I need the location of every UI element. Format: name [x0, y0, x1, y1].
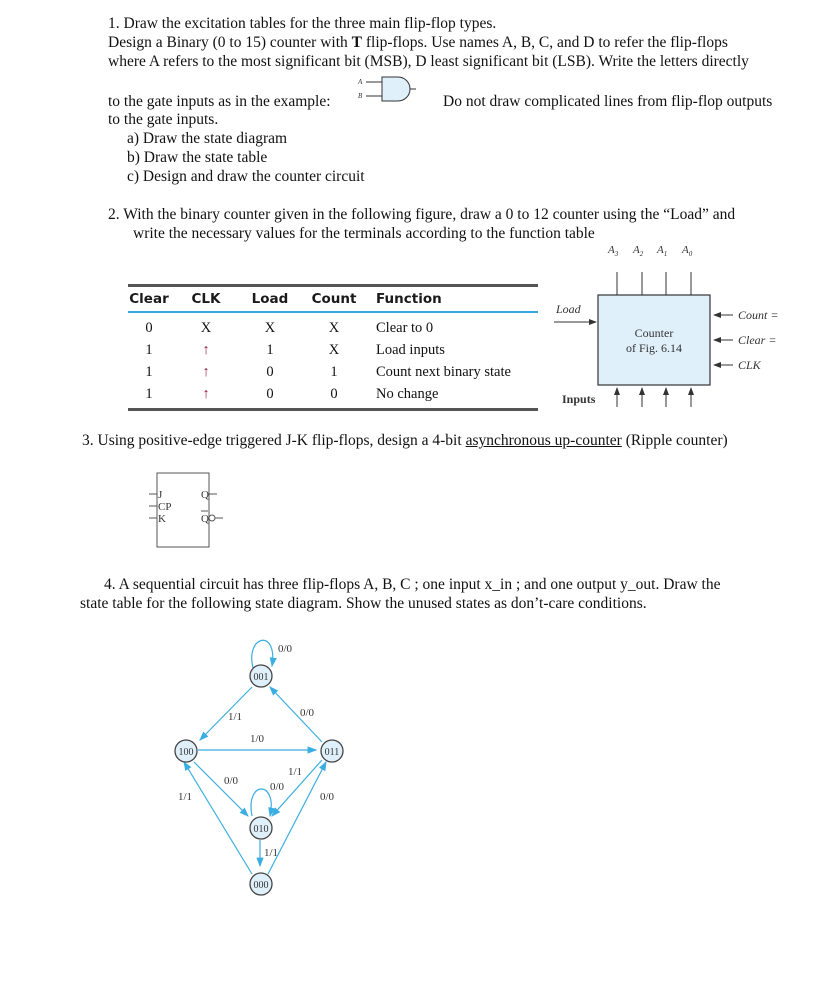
th-clk: CLK: [191, 291, 221, 307]
cell: X: [200, 319, 212, 336]
ff-cp: CP: [158, 501, 172, 513]
ff-j: J: [158, 489, 163, 501]
inputs-label: Inputs: [562, 392, 596, 406]
th-clear: Clear: [129, 291, 169, 307]
ff-q: Q: [201, 489, 209, 501]
transition-label: 0/0: [300, 707, 315, 719]
q4-line1: 4. A sequential circuit has three flip-flops A, B, C ; one input x_in ; and one output y_out. Draw the: [104, 576, 721, 593]
cell: Count next binary state: [376, 363, 511, 380]
cell: Load inputs: [376, 341, 445, 358]
gate-input-a: A: [358, 78, 363, 86]
transition-label: 1/1: [178, 791, 193, 803]
q3-post: (Ripple counter): [621, 432, 728, 449]
transition-label: 1/1: [228, 711, 243, 723]
counter-block-diagram: [550, 240, 810, 420]
transition-label: 1/1: [288, 766, 303, 778]
cell: 0: [330, 385, 338, 402]
state-diagram: [160, 620, 360, 900]
cell: 1: [145, 341, 153, 358]
transition-label: 0/0: [320, 791, 335, 803]
state-label: 001: [253, 672, 269, 683]
q2-line1: 2. With the binary counter given in the following figure, draw a 0 to 12 counter using the “Load” and: [108, 206, 736, 223]
clk-label: CLK: [738, 358, 761, 372]
state-label: 000: [253, 880, 269, 891]
q3-line: [82, 431, 728, 450]
gate-input-b: B: [358, 92, 363, 100]
th-count: Count: [311, 291, 357, 307]
counter-box: [598, 295, 710, 385]
cell: No change: [376, 385, 439, 402]
table-row: [128, 361, 538, 383]
state-label: 010: [253, 824, 269, 835]
q1-line2-bold: T: [351, 34, 362, 51]
th-load: Load: [251, 291, 289, 307]
cell: 1: [145, 363, 153, 380]
cell: 1: [330, 363, 338, 380]
cell: 0: [266, 363, 274, 380]
jk-flip-flop-icon: [145, 470, 235, 550]
q1-line5: to the gate inputs.: [108, 111, 219, 128]
q1-line2-post: flip-flops. Use names A, B, C, and D to refer the flip-flops: [361, 34, 728, 51]
output-a1: $A_1$: [657, 244, 668, 258]
table-row: [128, 317, 538, 339]
q3-underlined: asynchronous up-counter: [465, 432, 622, 449]
counter-title: Counter: [634, 326, 674, 340]
cell: 1: [266, 341, 274, 358]
load-label: Load: [556, 302, 581, 316]
cell: X: [264, 319, 276, 336]
output-a0: $A_0$: [682, 244, 693, 258]
q4-line2: state table for the following state diagram. Show the unused states as don’t-care conditions.: [80, 595, 647, 612]
q1-line4-left: to the gate inputs as in the example:: [108, 93, 331, 110]
q1-part-b: b) Draw the state table: [127, 149, 268, 166]
cell: 1: [145, 385, 153, 402]
q3-pre: 3. Using positive-edge triggered J-K flip-flops, design a 4-bit: [82, 432, 466, 449]
clock-rising-edge-icon: ↑: [202, 363, 210, 380]
q1-line1: 1. Draw the excitation tables for the three main flip-flop types.: [108, 15, 497, 32]
q1-line4-right: Do not draw complicated lines from flip-flop outputs: [443, 93, 773, 110]
q2-line2: write the necessary values for the terminals according to the function table: [133, 225, 595, 242]
clock-rising-edge-icon: ↑: [202, 341, 210, 358]
th-function: Function: [376, 291, 442, 307]
state-label: 011: [324, 747, 340, 758]
state-label: 100: [178, 747, 194, 758]
transition-label: 1/0: [250, 733, 265, 745]
cell: X: [328, 319, 340, 336]
q1-line2-pre: Design a Binary (0 to 15) counter with: [108, 34, 352, 51]
q1-line2: [108, 33, 728, 52]
q1-part-c: c) Design and draw the counter circuit: [127, 168, 365, 185]
clear-label: Clear =: [738, 333, 777, 347]
cell: 0: [266, 385, 274, 402]
ff-k: K: [158, 513, 166, 525]
transition-label: 1/1: [264, 847, 279, 859]
counter-subtitle: of Fig. 6.14: [625, 341, 683, 355]
and-gate-example-icon: [356, 74, 436, 110]
cell: 0: [145, 319, 153, 336]
transition-label: 0/0: [270, 781, 285, 793]
transition-label: 0/0: [278, 643, 293, 655]
table-header: [128, 287, 538, 311]
table-row: [128, 339, 538, 361]
output-a3: $A_3$: [608, 244, 619, 258]
count-label: Count =: [738, 308, 779, 322]
cell: X: [328, 341, 340, 358]
clock-rising-edge-icon: ↑: [202, 385, 210, 402]
function-table: [128, 284, 538, 405]
transition-label: 0/0: [224, 775, 239, 787]
q1-part-a: a) Draw the state diagram: [127, 130, 288, 147]
ff-qbar: Q: [201, 513, 209, 525]
output-a2: $A_2$: [633, 244, 644, 258]
table-row: [128, 383, 538, 405]
cell: Clear to 0: [376, 319, 434, 336]
q1-line3: where A refers to the most significant bit (MSB), D least significant bit (LSB). Write the letters directly: [108, 53, 749, 70]
